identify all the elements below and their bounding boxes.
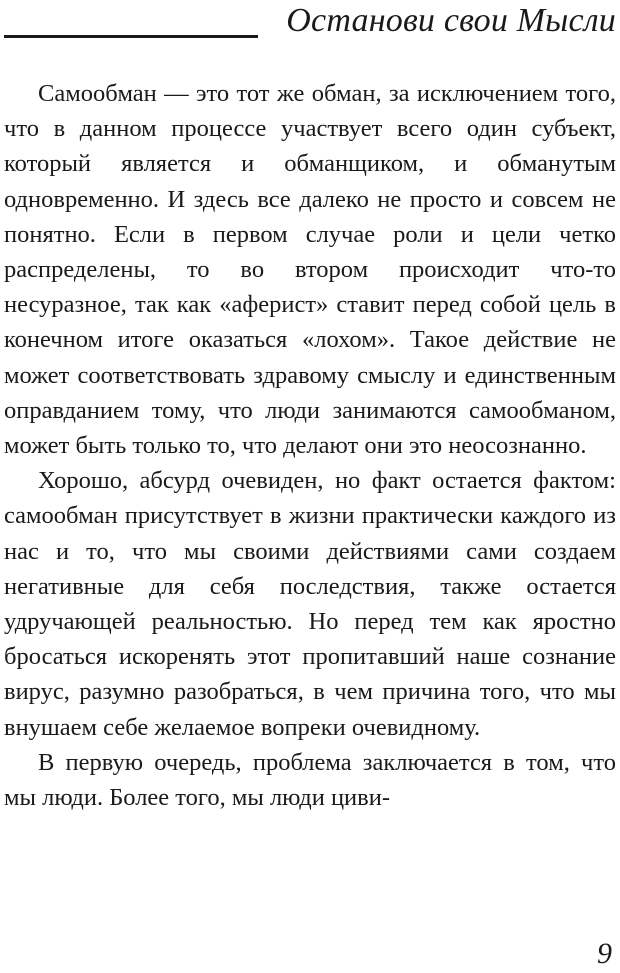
body-text [4,76,616,815]
header-rule [4,35,258,38]
paragraph: Самообман — это тот же обман, за исключением того, что в данном процессе участвует всего один субъект, который является и обманщиком, и обманутым одновременно. И здесь все далеко не просто и совсем не понятно. Если в первом случае роли и цели четко распределены, то во втором происходит что-то несуразное, так как «аферист» ставит перед собой цель в конечном итоге оказаться «лохом». Такое действие не может соответствовать здравому смыслу и единственным оправданием тому, что люди занимаются самообманом, может быть только то, что делают они это неосознанно. [4,80,616,460]
paragraph: В первую очередь, проблема заключается в том, что мы люди. Более того, мы люди циви- [4,748,616,812]
running-title: Останови свои Мысли [286,2,616,39]
page-header [0,0,620,50]
page-number: 9 [597,937,612,970]
paragraph: Хорошо, абсурд очевиден, но факт остается фактом: самообман присутствует в жизни практически каждого из нас и то, что мы своими действиями сами создаем негативные для себя последствия, также остается удручающей реальностью. Но перед тем как яростно бросаться искоренять этот пропитавший наше сознание вирус, разумно разобраться, в чем причина того, что мы внушаем себе желаемое вопреки очевидному. [4,467,616,741]
